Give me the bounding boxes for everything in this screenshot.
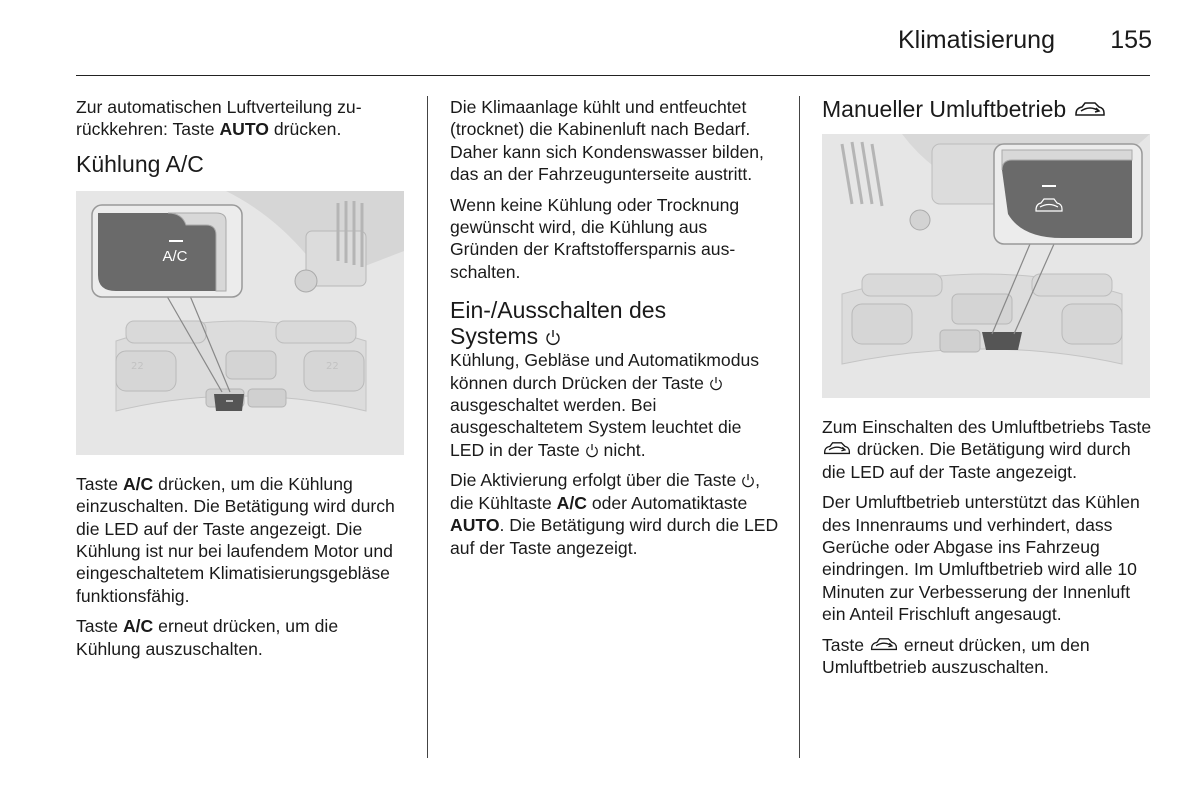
paragraph-recirc-off: Taste erneut drücken, um den Umluftbetrieb auszuschalten. (822, 634, 1090, 678)
recirculation-icon (1073, 100, 1107, 120)
heading-system-onoff: Ein-/Ausschalten des Systems (450, 297, 667, 350)
paragraph-ac-on: Taste A/C drücken, um die Kühlung einzuschalten. Die Betätigung wird durch die LED auf der Taste angezeigt. Die Kühlung ist nur bei laufendem Motor und eingeschaltetem Klimatisierungsgebläse funktionsfähig. (76, 473, 395, 606)
svg-text:22: 22 (326, 360, 339, 372)
paragraph-activation: Die Aktivierung erfolgt über die Taste , die Kühltaste A/C oder Automatiktaste AUTO. Die Betätigung wird durch die LED auf der Taste angezeigt. (450, 470, 779, 558)
svg-text:22: 22 (131, 360, 144, 372)
paragraph-recirc-on: Zum Einschalten des Umluftbetriebs Taste drücken. Die Betätigung wird durch die LED auf der Taste angezeigt. (822, 417, 1152, 482)
column-3 (822, 96, 1152, 686)
paragraph-ac-off: Taste A/C erneut drücken, um die Kühlung auszuschalten. (76, 616, 339, 659)
power-icon (741, 473, 755, 489)
paragraph-system-off: Kühlung, Gebläse und Automatikmodus können durch Drücken der Taste ausgeschaltet werden. Bei ausgeschaltetem System leuchtet die LED in der Taste nicht. (450, 350, 760, 460)
power-icon (585, 443, 599, 459)
column-divider-2 (799, 96, 800, 758)
heading-kuehlung: Kühlung A/C (76, 150, 204, 177)
column-2 (450, 96, 780, 567)
paragraph-fuel-saving: Wenn keine Kühlung oder Trocknung gewünscht wird, die Kühlung aus Gründen der Kraftstoffersparnis ausschalten. (450, 194, 740, 282)
column-1 (76, 96, 406, 668)
recirculation-button-illustration (822, 134, 1150, 398)
recirculation-icon (822, 440, 852, 458)
intro-paragraph: Zur automatischen Luftverteilung zurückkehren: Taste AUTO drücken. (76, 97, 362, 140)
column-divider-1 (427, 96, 428, 758)
ac-button-illustration (76, 191, 404, 455)
page-number: 155 (1110, 26, 1152, 54)
recirculation-icon (869, 636, 899, 654)
paragraph-recirc-info: Der Umluftbetrieb unterstützt das Kühlen des Innenraums und verhindert, dass Gerüche oder Abgase ins Fahrzeug eindringen. Im Umluftbetrieb wird alle 10 Minuten zur Verbesserung der Innenluft ein Anteil Frischluft angesaugt. (822, 492, 1140, 625)
paragraph-dehumidify: Die Klimaanlage kühlt und entfeuchtet (trocknet) die Kabinenluft nach Bedarf. Daher kann sich Kondenswasser bilden, das an der Fahrzeugunterseite austritt. (450, 97, 764, 185)
section-title: Klimatisierung (897, 26, 1055, 54)
ac-button-label: A/C (162, 247, 188, 265)
heading-recirculation: Manueller Umluftbetrieb (822, 96, 1152, 122)
power-icon (545, 329, 561, 347)
header-divider (76, 75, 1150, 76)
power-icon (709, 376, 723, 392)
